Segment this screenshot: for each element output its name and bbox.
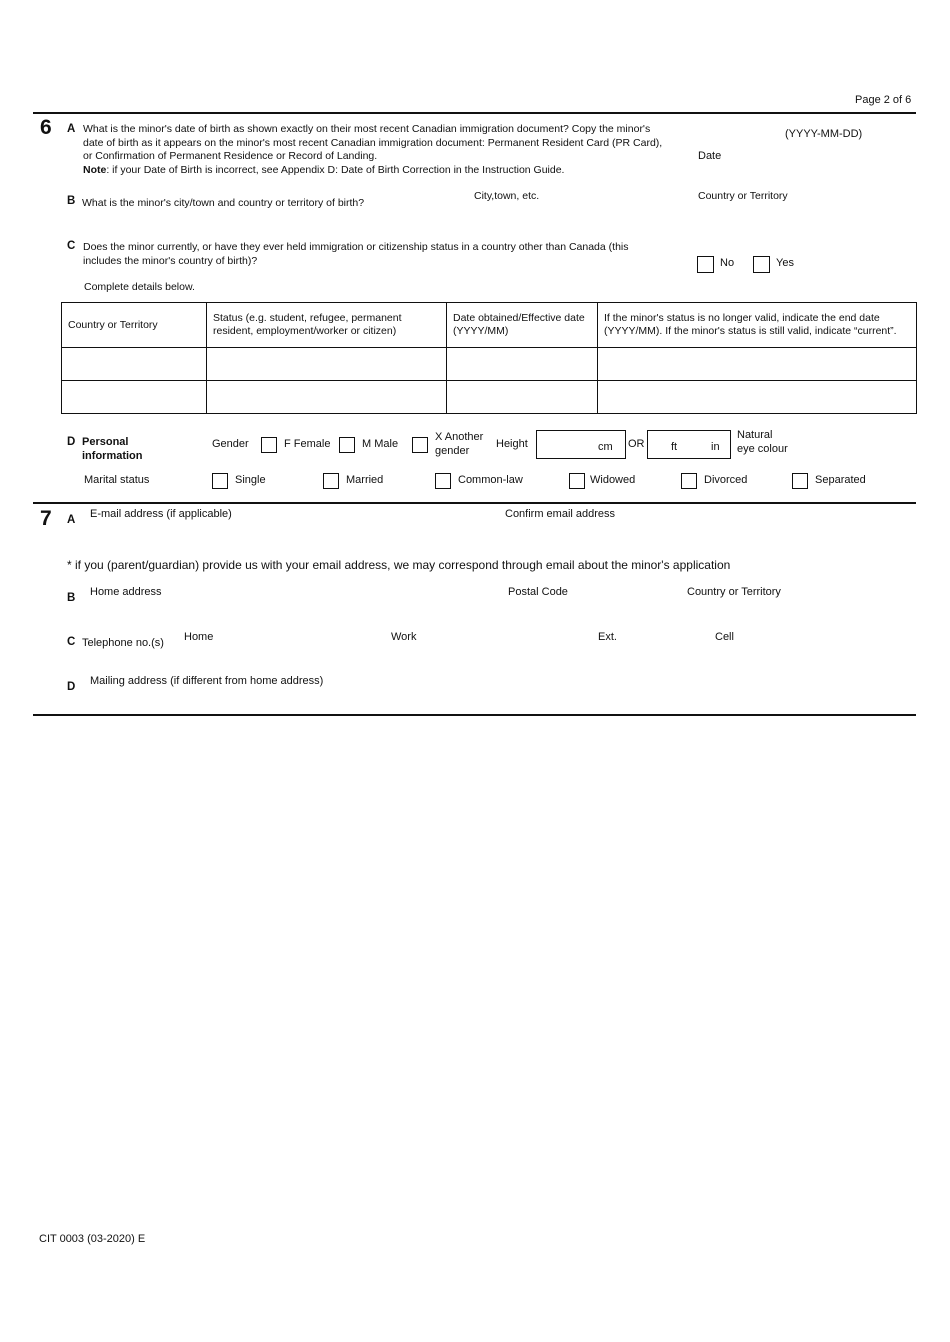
marital-married-label: Married [346,474,384,486]
marital-common-law-label: Common-law [458,474,523,486]
gender-another-line1: X Another [435,431,484,443]
row1-end-cell[interactable] [598,348,917,381]
col-header-date-line1: Date obtained/Effective date [453,312,585,324]
gender-label: Gender [212,438,249,450]
marital-widowed-checkbox[interactable] [569,473,585,489]
other-status-yes-checkbox[interactable] [753,256,770,273]
question-6c-text [83,241,629,268]
col-header-status-line2: resident, employment/worker or citizen) [213,325,397,337]
work-phone-field[interactable]: Work [391,631,417,643]
section-divider [33,502,916,504]
row2-country-cell[interactable] [62,381,207,414]
gender-another-line2: gender [435,444,470,457]
section-6-number: 6 [40,116,52,139]
note-text: : if your Date of Birth is incorrect, see Appendix D: Date of Birth Correction in the Instruction Guide. [106,163,565,176]
gender-female-label: F Female [284,438,331,450]
email-notice: * if you (parent/guardian) provide us with your email address, we may correspond through email about the minor's application [67,558,731,572]
col-header-country: Country or Territory [62,303,207,348]
question-6c-line1: Does the minor currently, or have they ever held immigration or citizenship status in a country other than Canada (this [83,241,629,253]
question-6a-letter: A [67,123,76,135]
question-6a-line2: date of birth as it appears on the minor's most recent Canadian immigration document: Permanent Resident Card (PR Card), [83,136,663,149]
birth-city-field[interactable]: City,town, etc. [474,190,540,202]
col-header-status-line1: Status (e.g. student, refugee, permanent [213,312,402,324]
other-status-no-label: No [720,257,735,269]
question-7a-letter: A [67,514,76,526]
personal-info-title-line1: Personal [82,436,129,448]
immigration-status-table [61,302,917,414]
other-status-no-checkbox[interactable] [697,256,714,273]
gender-male-label: M Male [362,438,399,450]
other-status-yes-label: Yes [776,257,794,269]
height-or-label: OR [628,438,645,450]
row1-country-cell[interactable] [62,348,207,381]
col-header-status [207,303,447,348]
eye-colour-line1: Natural [737,429,773,441]
marital-married-checkbox[interactable] [323,473,339,489]
height-cm-unit: cm [598,441,613,453]
form-code-footer: CIT 0003 (03-2020) E [39,1233,146,1245]
question-6b-letter: B [67,195,76,207]
height-ft-unit: ft [671,441,678,453]
question-6a-text [83,123,662,177]
marital-separated-label: Separated [815,474,866,486]
eye-colour-field[interactable] [737,429,788,456]
cell-phone-field[interactable]: Cell [715,631,734,643]
gender-another-label [435,431,483,458]
dob-date-field[interactable]: Date [698,150,722,162]
birth-country-field[interactable]: Country or Territory [698,190,788,202]
gender-male-checkbox[interactable] [339,437,355,453]
top-rule [33,112,916,114]
height-label: Height [496,438,528,450]
eye-colour-line2: eye colour [737,442,788,455]
col-header-date-line2: (YYYY/MM) [453,325,509,337]
question-6a-note [83,164,662,178]
row1-date-cell[interactable] [447,348,598,381]
col-header-date [447,303,598,348]
email-field[interactable]: E-mail address (if applicable) [90,508,232,520]
section-7-number: 7 [40,507,52,530]
question-6b-text: What is the minor's city/town and country or territory of birth? [82,197,365,209]
question-6a-line3: or Confirmation of Permanent Residence or Record of Landing. [83,150,378,162]
address-country-field[interactable]: Country or Territory [687,586,781,598]
personal-info-title-line2: information [82,449,143,462]
gender-another-checkbox[interactable] [412,437,428,453]
marital-separated-checkbox[interactable] [792,473,808,489]
mailing-address-field[interactable]: Mailing address (if different from home address) [90,675,324,687]
marital-divorced-label: Divorced [704,474,748,486]
col-header-end-date [598,303,917,348]
complete-details-note: Complete details below. [84,281,195,293]
row2-end-cell[interactable] [598,381,917,414]
postal-code-field[interactable]: Postal Code [508,586,568,598]
row1-status-cell[interactable] [207,348,447,381]
work-ext-field[interactable]: Ext. [598,631,617,643]
marital-single-label: Single [235,474,266,486]
home-address-field[interactable]: Home address [90,586,162,598]
question-7d-letter: D [67,681,76,693]
table-row [62,381,917,414]
marital-widowed-label: Widowed [590,474,636,486]
home-phone-field[interactable]: Home [184,631,214,643]
page-label: Page 2 of 6 [855,94,912,106]
question-6c-line2: includes the minor's country of birth)? [83,254,258,267]
col-header-end-line1: If the minor's status is no longer valid, indicate the end date [604,312,880,324]
telephone-label: Telephone no.(s) [82,637,164,649]
note-label: Note [83,163,107,176]
personal-info-title [82,436,143,463]
gender-female-checkbox[interactable] [261,437,277,453]
height-in-unit: in [711,441,720,453]
question-7b-letter: B [67,592,76,604]
question-6d-letter: D [67,436,76,448]
question-6c-letter: C [67,240,76,252]
marital-common-law-checkbox[interactable] [435,473,451,489]
row2-date-cell[interactable] [447,381,598,414]
confirm-email-field[interactable]: Confirm email address [505,508,616,520]
question-7c-letter: C [67,636,76,648]
table-header-row [62,303,917,348]
row2-status-cell[interactable] [207,381,447,414]
bottom-rule [33,714,916,716]
question-6a-line1: What is the minor's date of birth as shown exactly on their most recent Canadian immigration document? Copy the minor's [83,123,651,135]
marital-single-checkbox[interactable] [212,473,228,489]
marital-status-label: Marital status [84,474,150,486]
col-header-end-line2: (YYYY/MM). If the minor's status is still valid, indicate “current”. [604,325,897,337]
marital-divorced-checkbox[interactable] [681,473,697,489]
dob-format-hint: (YYYY-MM-DD) [785,128,863,140]
table-row [62,348,917,381]
